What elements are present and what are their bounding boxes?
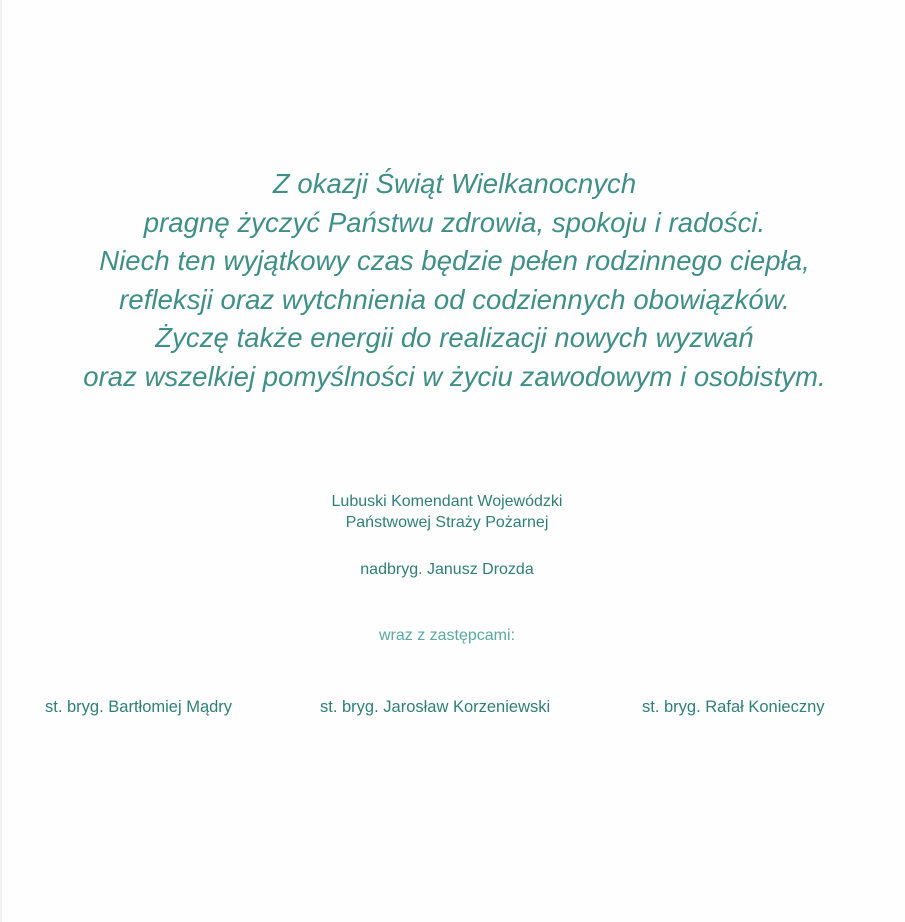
deputy-name-1: st. bryg. Bartłomiej Mądry bbox=[45, 698, 233, 716]
greeting-line-1: Z okazji Świąt Wielkanocnych bbox=[272, 168, 637, 199]
greeting-line-3: Niech ten wyjątkowy czas będzie pełen rodzinnego ciepła, bbox=[99, 245, 810, 276]
greeting-line-2: pragnę życzyć Państwu zdrowia, spokoju i radości. bbox=[143, 206, 766, 238]
deputy-name-2: st. bryg. Jarosław Korzeniewski bbox=[320, 698, 551, 716]
greeting-line-6: oraz wszelkiej pomyślności w życiu zawodowym i osobistym. bbox=[83, 360, 826, 392]
commander-title bbox=[2, 491, 892, 533]
commander-title-line-2: Państwowej Straży Pożarnej bbox=[345, 514, 549, 531]
commander-name: nadbryg. Janusz Drozda bbox=[360, 561, 534, 578]
commander-title-line-1: Lubuski Komendant Wojewódzki bbox=[331, 493, 563, 510]
deputies-intro: wraz z zastępcami: bbox=[378, 627, 516, 644]
greeting-line-5: Życzę także energii do realizacji nowych wyzwań bbox=[155, 322, 754, 353]
easter-greeting-text bbox=[2, 165, 905, 396]
greeting-line-4: refleksji oraz wytchnienia od codziennych obowiązków. bbox=[119, 283, 790, 315]
deputy-name-3: st. bryg. Rafał Konieczny bbox=[642, 698, 825, 716]
